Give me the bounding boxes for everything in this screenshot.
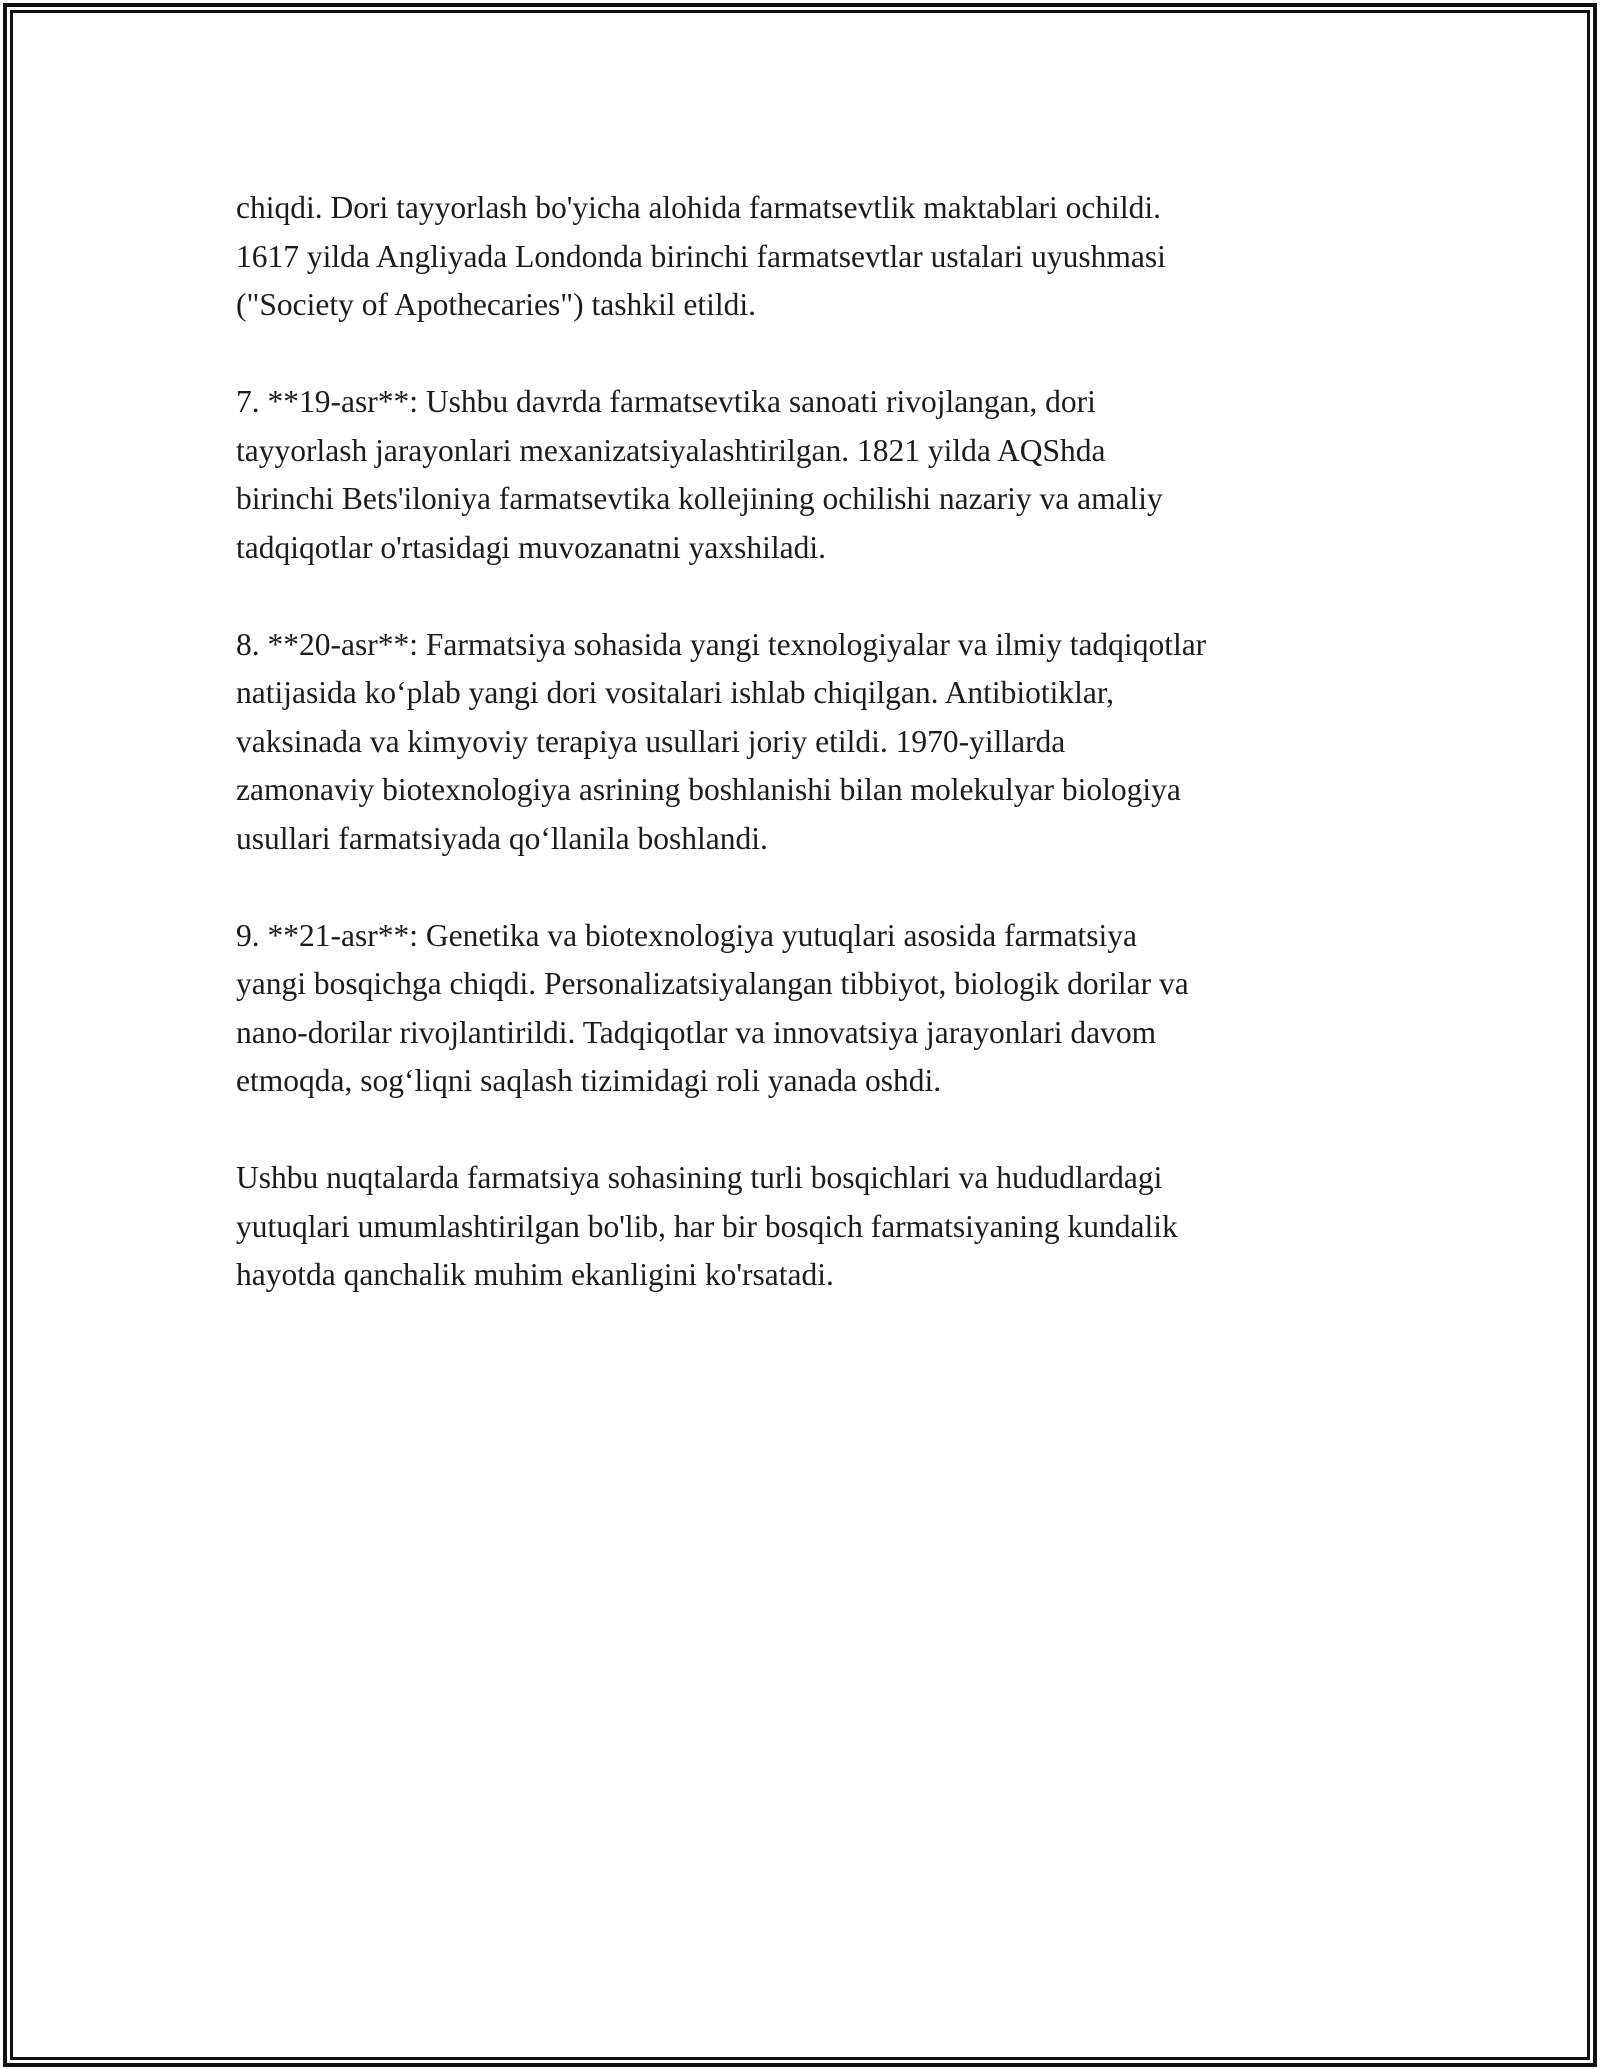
- text-line: 7. **19-asr**: Ushbu davrda farmatsevtika sanoati rivojlangan, dori: [236, 384, 1096, 419]
- text-line: birinchi Bets'iloniya farmatsevtika kollejining ochilishi nazariy va amaliy: [236, 481, 1163, 516]
- text-line: yangi bosqichga chiqdi. Personalizatsiyalangan tibbiyot, biologik dorilar va: [236, 966, 1189, 1001]
- paragraph-intro-continuation: [236, 184, 1396, 330]
- text-line: yutuqlari umumlashtirilgan bo'lib, har bir bosqich farmatsiyaning kundalik: [236, 1208, 1178, 1244]
- text-line: 1617 yilda Angliyada Londonda birinchi farmatsevtlar ustalari uyushmasi: [236, 238, 1166, 274]
- text-line: nano-dorilar rivojlantirildi. Tadqiqotlar va innovatsiya jarayonlari davom: [236, 1014, 1157, 1050]
- document-body: [236, 184, 1396, 1348]
- paragraph-item-8: [236, 621, 1396, 864]
- paragraph-item-9: [236, 912, 1396, 1106]
- text-line: Ushbu nuqtalarda farmatsiya sohasining turli bosqichlari va hududlardagi: [236, 1160, 1163, 1195]
- text-line: hayotda qanchalik muhim ekanligini ko'rsatadi.: [236, 1257, 834, 1292]
- text-line: zamonaviy biotexnologiya asrining boshlanishi bilan molekulyar biologiya: [236, 772, 1181, 807]
- text-line: etmoqda, sog‘liqni saqlash tizimidagi roli yanada oshdi.: [236, 1063, 942, 1098]
- text-line: tayyorlash jarayonlari mexanizatsiyalashtirilgan. 1821 yilda AQShda: [236, 432, 1106, 468]
- paragraph-item-7: [236, 378, 1396, 572]
- text-line: 9. **21-asr**: Genetika va biotexnologiya yutuqlari asosida farmatsiya: [236, 917, 1138, 953]
- text-line: vaksinada va kimyoviy terapiya usullari joriy etildi. 1970-yillarda: [236, 723, 1066, 759]
- paragraph-conclusion: [236, 1154, 1396, 1300]
- text-line: usullari farmatsiyada qo‘llanila boshlandi.: [236, 820, 768, 856]
- text-line: tadqiqotlar o'rtasidagi muvozanatni yaxshiladi.: [236, 529, 827, 565]
- text-line: chiqdi. Dori tayyorlash bo'yicha alohida farmatsevtlik maktablari ochildi.: [236, 190, 1162, 225]
- text-line: ("Society of Apothecaries") tashkil etildi.: [236, 287, 756, 322]
- text-line: natijasida ko‘plab yangi dori vositalari ishlab chiqilgan. Antibiotiklar,: [236, 675, 1114, 710]
- text-line: 8. **20-asr**: Farmatsiya sohasida yangi texnologiyalar va ilmiy tadqiqotlar: [236, 626, 1207, 662]
